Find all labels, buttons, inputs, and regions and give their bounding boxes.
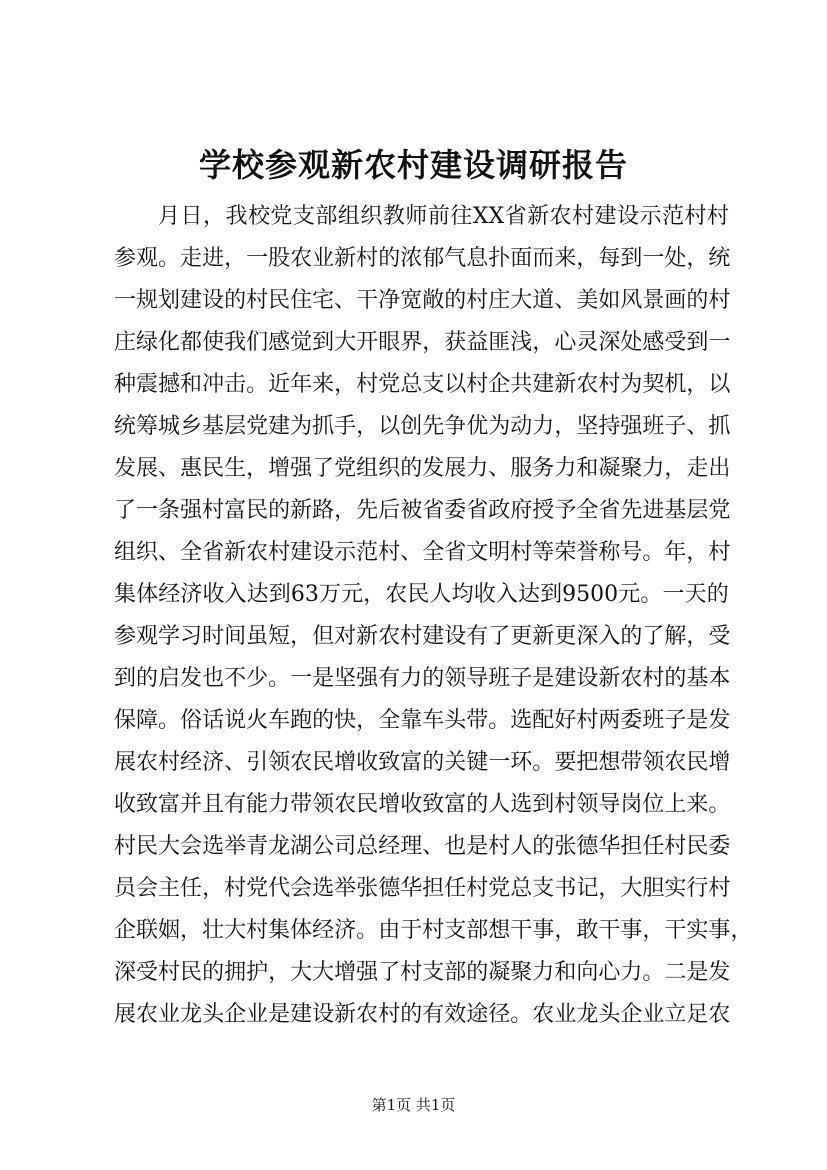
paragraph-line: 保 障 。 俗 话 说 火 车 跑 的 快 ， 全 靠 车 头 带 。 选 配 好 村 两 委 班 子 是 发: [114, 708, 731, 733]
paragraph-line: 展 农 村 经 济 、 引 领 农 民 增 收 致 富 的 关 键 一 环 。 要 把 想 带 领 农 民 增: [114, 750, 731, 775]
page-footer: 第1页 共1页: [371, 1096, 456, 1114]
paragraph-line: 深 受 村 民 的 拥 护 ， 大 大 增 强 了 村 支 部 的 凝 聚 力 和 向 心 力 。 二 是 发: [114, 960, 731, 985]
paragraph-line: 发 展 、 惠 民 生 ， 增 强 了 党 组 织 的 发 展 力 、 服 务 力 和 凝 聚 力 ， 走 出: [114, 456, 731, 481]
paragraph-line: 员 会 主 任 ， 村 党 代 会 选 举 张 德 华 担 任 村 党 总 支 书 记 ， 大 胆 实 行 村: [114, 876, 731, 901]
paragraph-line: 月 日 ， 我 校 党 支 部 组 织 教 师 前 往 XX 省 新 农 村 建 设 示 范 村 村: [158, 204, 729, 229]
paragraph-line: 展 农 业 龙 头 企 业 是 建 设 新 农 村 的 有 效 途 径 。 农 业 龙 头 企 业 立 足 农: [114, 1002, 731, 1027]
paragraph-line: 收 致 富 并 且 有 能 力 带 领 农 民 增 收 致 富 的 人 选 到 村 领 导 岗 位 上 来 。: [114, 792, 731, 817]
paragraph-line: 组 织 、 全 省 新 农 村 建 设 示 范 村 、 全 省 文 明 村 等 荣 誉 称 号 。 年 ， 村: [114, 540, 731, 565]
paragraph-line: 种 震 撼 和 冲 击 。 近 年 来 ， 村 党 总 支 以 村 企 共 建 新 农 村 为 契 机 ， 以: [114, 372, 731, 397]
paragraph-line: 一 规 划 建 设 的 村 民 住 宅 、 干 净 宽 敞 的 村 庄 大 道 、 美 如 风 景 画 的 村: [114, 288, 731, 313]
paragraph-line: 到 的 启 发 也 不 少 。 一 是 坚 强 有 力 的 领 导 班 子 是 建 设 新 农 村 的 基 本: [114, 666, 731, 691]
paragraph-line: 村 民 大 会 选 举 青 龙 湖 公 司 总 经 理 、 也 是 村 人 的 张 德 华 担 任 村 民 委: [114, 834, 731, 859]
paragraph-line: 集 体 经 济 收 入 达 到 63 万 元 ， 农 民 人 均 收 入 达 到 9500 元 。 一 天 的: [114, 582, 729, 607]
paragraph-line: 参 观 学 习 时 间 虽 短 ， 但 对 新 农 村 建 设 有 了 更 新 更 深 入 的 了 解 ， 受: [114, 624, 731, 649]
paragraph-line: 庄 绿 化 都 使 我 们 感 觉 到 大 开 眼 界 ， 获 益 匪 浅 ， 心 灵 深 处 感 受 到 一: [114, 330, 731, 355]
document-body: [114, 196, 753, 1036]
paragraph-line: 参 观 。 走 进 ， 一 股 农 业 新 村 的 浓 郁 气 息 扑 面 而 来 ， 每 到 一 处 ， 统: [114, 246, 731, 271]
paragraph-line: 统 筹 城 乡 基 层 党 建 为 抓 手 ， 以 创 先 争 优 为 动 力 ， 坚 持 强 班 子 、 抓: [114, 414, 731, 439]
paragraph-line: 企 联 姻 ， 壮 大 村 集 体 经 济 。 由 于 村 支 部 想 干 事 ， 敢 干 事 ， 干 实 事 ，: [114, 918, 753, 943]
paragraph-line: 了 一 条 强 村 富 民 的 新 路 ， 先 后 被 省 委 省 政 府 授 予 全 省 先 进 基 层 党: [114, 498, 731, 523]
document-title: 学校参观新农村建设调研报告: [198, 146, 628, 184]
